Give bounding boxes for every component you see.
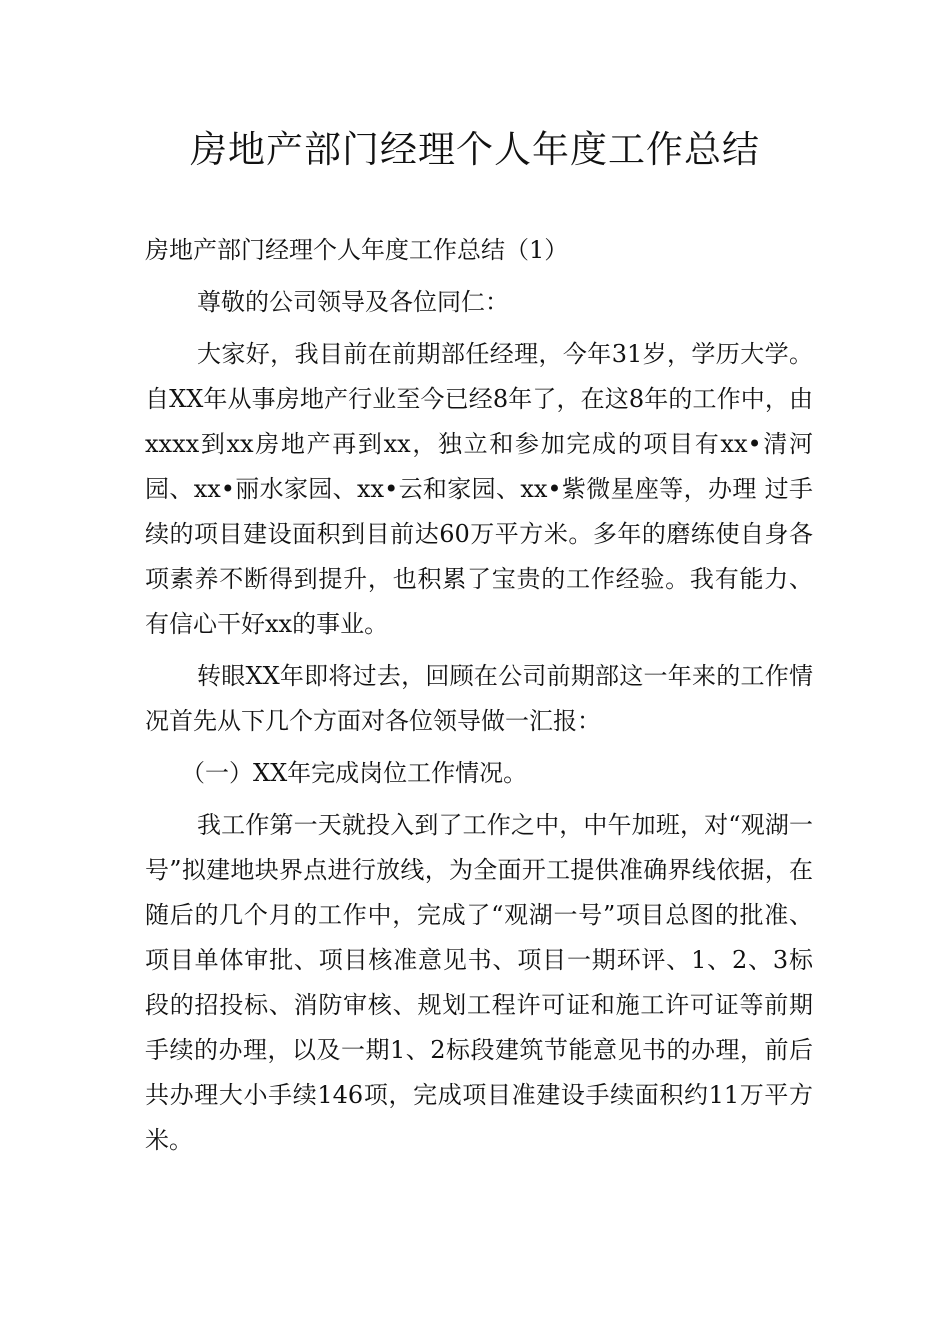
section-heading: （一）XX年完成岗位工作情况。 [181,759,528,787]
document-title: 房地产部门经理个人年度工作总结 [190,128,760,171]
body-paragraph: 大家好，我目前在前期部任经理，今年31岁，学历大学。自XX年从事房地产行业至今已经8年了，在这8年的工作中，由xxxx到xx房地产再到xx，独立和参加完成的项目有xx•清河园、xx•丽水家园、xx•云和家园、xx•紫微星座等，办理 过手续的项目建设面积到目前达60万平方米。多年的磨练使自身各项素养不断得到提升，也积累了宝贵的工作经验。我有能力、有信心干好xx的事业。 [145,340,813,638]
document-body [145,228,813,1170]
body-paragraph: 我工作第一天就投入到了工作之中，中午加班，对“观湖一号”拟建地块界点进行放线，为全面开工提供准确界线依据，在随后的几个月的工作中，完成了“观湖一号”项目总图的批准、项目单体审批、项目核准意见书、项目一期环评、1、2、3标段的招投标、消防审核、规划工程许可证和施工许可证等前期手续的办理，以及一期1、2标段建筑节能意见书的办理，前后共办理大小手续146项，完成项目准建设手续面积约11万平方米。 [145,811,813,1154]
document-subtitle: 房地产部门经理个人年度工作总结（1） [145,236,569,264]
greeting-paragraph: 尊敬的公司领导及各位同仁： [197,288,509,316]
body-paragraph: 转眼XX年即将过去，回顾在公司前期部这一年来的工作情况首先从下几个方面对各位领导做一汇报： [145,662,813,735]
